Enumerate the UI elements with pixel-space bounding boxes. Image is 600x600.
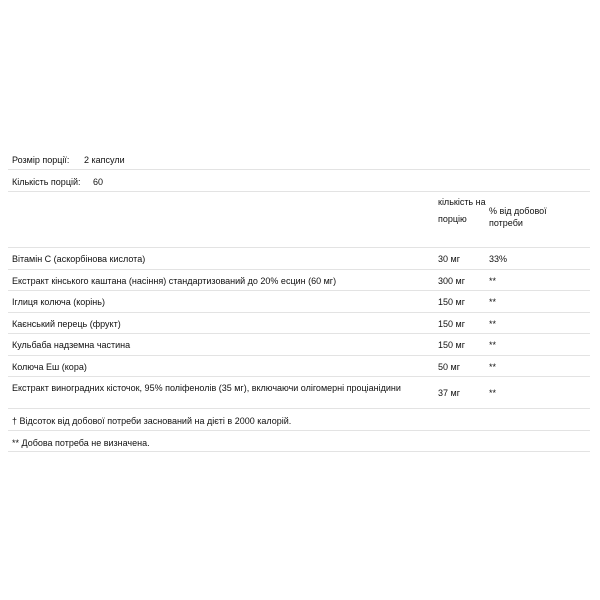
amount-per-serving-header: кількість на порцію (438, 197, 486, 224)
ingredient-name: Екстракт виноградних кісточок, 95% поліфенолів (35 мг), включаючи олігомерні проціанідини (12, 383, 401, 393)
daily-value-header: % від добової потреби (489, 206, 547, 228)
ingredient-row (8, 291, 590, 313)
ingredient-daily-value: ** (489, 361, 497, 372)
ingredient-name: Колюча Еш (кора) (12, 361, 87, 372)
ingredient-amount: 50 мг (438, 361, 460, 372)
ingredient-daily-value: ** (489, 388, 497, 398)
ingredient-amount: 150 мг (438, 340, 465, 350)
servings-count-label: Кількість порцій: (12, 177, 81, 187)
ingredient-name: Каєнський перець (фрукт) (12, 318, 121, 329)
ingredient-daily-value: ** (489, 318, 497, 329)
servings-count-value: 60 (93, 177, 104, 187)
ingredient-name: Іглиця колюча (корінь) (12, 297, 105, 307)
ingredient-row (8, 356, 590, 378)
ingredient-daily-value: 33% (489, 254, 508, 264)
ingredient-row (8, 377, 590, 409)
ingredient-name: Екстракт кінського каштана (насіння) стандартизований до 20% есцин (60 мг) (12, 275, 337, 286)
ingredient-daily-value: ** (489, 275, 497, 286)
ingredient-name: Вітамін C (аскорбінова кислота) (12, 254, 146, 264)
supplement-facts-table (8, 148, 590, 452)
column-header-row (8, 192, 590, 248)
ingredient-amount: 150 мг (438, 318, 465, 329)
ingredient-daily-value: ** (489, 340, 497, 350)
ingredient-amount: 30 мг (438, 254, 460, 264)
serving-size-value: 2 капсули (84, 155, 125, 165)
daily-value-footnote: † Відсоток від добової потреби заснований на дієті в 2000 калорій. (12, 416, 292, 426)
ingredient-row (8, 270, 590, 292)
daily-value-footnote-row (8, 409, 590, 431)
serving-size-row (8, 148, 590, 170)
not-established-footnote: ** Добова потреба не визначена. (12, 438, 150, 448)
ingredient-name: Кульбаба надземна частина (12, 340, 131, 350)
ingredient-row (8, 334, 590, 356)
serving-size-label: Розмір порції: (12, 155, 70, 165)
ingredient-amount: 150 мг (438, 297, 465, 307)
ingredient-row (8, 313, 590, 335)
not-established-footnote-row (8, 431, 590, 452)
servings-per-container-row (8, 170, 590, 192)
ingredient-amount: 300 мг (438, 275, 465, 286)
ingredient-amount: 37 мг (438, 388, 460, 398)
ingredient-daily-value: ** (489, 297, 497, 307)
ingredient-row (8, 248, 590, 270)
